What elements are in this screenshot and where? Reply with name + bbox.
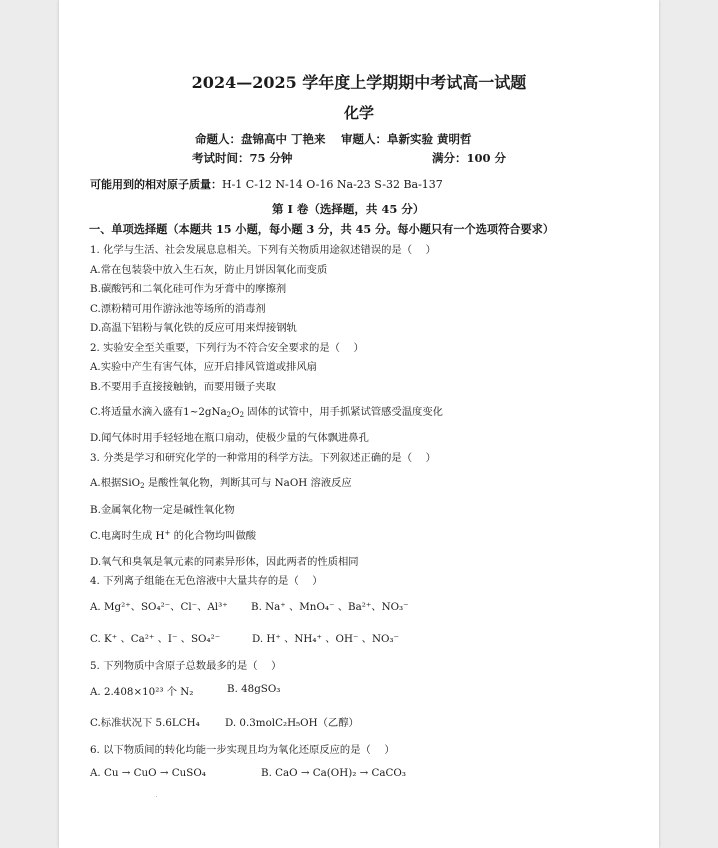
question-6-option-a: A. Cu → CuO → CuSO₄ xyxy=(90,767,206,779)
question-1-stem: 1. 化学与生活、社会发展息息相关。下列有关物质用途叙述错误的是（ ） xyxy=(90,244,436,256)
q3c-sup: + xyxy=(164,529,171,537)
question-2-option-a: A.实验中产生有害气体，应开启排风管道或排风扇 xyxy=(90,361,317,373)
full-score: 满分：100 分 xyxy=(432,151,507,165)
question-4-option-c: C. K⁺ 、Ca²⁺ 、I⁻ 、SO₄²⁻ xyxy=(90,633,221,645)
question-1-option-a: A.常在包装袋中放入生石灰，防止月饼因氧化而变质 xyxy=(90,264,328,276)
question-2-option-d: D.闻气体时用手轻轻地在瓶口扇动，使极少量的气体飘进鼻孔 xyxy=(90,432,369,444)
q3c-text-2: 的化合物均叫做酸 xyxy=(170,530,257,542)
q2c-text-1: C.将适量水滴入盛有1~2gNa xyxy=(90,406,227,418)
part-title: 第 I 卷（选择题，共 45 分） xyxy=(272,202,425,216)
atomic-masses-values: H-1 C-12 N-14 O-16 Na-23 S-32 Ba-137 xyxy=(222,178,443,191)
exam-page xyxy=(59,0,659,848)
scan-dot xyxy=(156,796,157,797)
question-3-option-c xyxy=(90,527,256,542)
question-5-option-a: A. 2.408×10²³ 个 N₂ xyxy=(90,686,194,698)
question-3-stem: 3. 分类是学习和研究化学的一种常用的科学方法。下列叙述正确的是（ ） xyxy=(90,452,436,464)
q2c-sub-1: 2 xyxy=(226,411,232,419)
question-5-stem: 5. 下列物质中含原子总数最多的是（ ） xyxy=(90,660,282,672)
question-4-option-d: D. H⁺ 、NH₄⁺ 、OH⁻ 、NO₃⁻ xyxy=(252,633,399,645)
question-3-option-b: B.金属氧化物一定是碱性氧化物 xyxy=(90,504,235,516)
question-4-stem: 4. 下列离子组能在无色溶液中大量共存的是（ ） xyxy=(90,575,323,587)
question-2-option-b: B.不要用手直接接触钠，而要用镊子夹取 xyxy=(90,381,276,393)
question-1-option-c: C.漂粉精可用作游泳池等场所的消毒剂 xyxy=(90,303,266,315)
exam-time: 考试时间：75 分钟 xyxy=(192,151,293,165)
question-1-option-b: B.碳酸钙和二氧化硅可作为牙膏中的摩擦剂 xyxy=(90,283,287,295)
q3a-text-1: A.根据SiO xyxy=(90,477,141,489)
question-5-option-d: D. 0.3molC₂H₅OH（乙醇） xyxy=(225,717,359,729)
question-6-option-b: B. CaO → Ca(OH)₂ → CaCO₃ xyxy=(261,767,406,779)
q3a-sub: 2 xyxy=(140,482,145,490)
q2c-text-2: O xyxy=(231,406,240,418)
q2c-text-3: 固体的试管中，用手抓紧试管感受温度变化 xyxy=(244,406,443,418)
question-2-option-c xyxy=(90,403,443,419)
subject-title: 化学 xyxy=(343,104,374,122)
exam-title: 2024—2025 学年度上学期期中考试高一试题 xyxy=(191,73,527,92)
question-1-option-d: D.高温下铝粉与氧化铁的反应可用来焊接钢轨 xyxy=(90,322,297,334)
question-4-option-b: B. Na⁺ 、MnO₄⁻ 、Ba²⁺、NO₃⁻ xyxy=(251,601,409,613)
section-title: 一、单项选择题（本题共 15 小题，每小题 3 分，共 45 分。每小题只有一个选项符合要求） xyxy=(89,222,555,236)
question-5-option-c: C.标准状况下 5.6LCH₄ xyxy=(90,717,200,729)
atomic-masses-line xyxy=(90,176,443,192)
question-6-stem: 6. 以下物质间的转化均能一步实现且均为氧化还原反应的是（ ） xyxy=(90,744,395,756)
question-3-option-a xyxy=(90,474,352,490)
q3c-text-1: C.电离时生成 H xyxy=(90,530,165,542)
authors-line: 命题人：盘锦高中 丁艳来 审题人：阜新实验 黄明哲 xyxy=(195,132,472,146)
atomic-masses-label: 可能用到的相对原子质量： xyxy=(90,178,222,191)
question-2-stem: 2. 实验安全至关重要，下列行为不符合安全要求的是（ ） xyxy=(90,342,364,354)
q3a-text-2: 是酸性氧化物，判断其可与 NaOH 溶液反应 xyxy=(144,477,352,489)
q2c-sub-2: 2 xyxy=(239,411,245,419)
question-4-option-a: A. Mg²⁺、SO₄²⁻、Cl⁻、Al³⁺ xyxy=(90,601,228,613)
question-5-option-b: B. 48gSO₃ xyxy=(227,683,281,695)
question-3-option-d: D.氧气和臭氧是氧元素的同素异形体，因此两者的性质相同 xyxy=(90,556,359,568)
